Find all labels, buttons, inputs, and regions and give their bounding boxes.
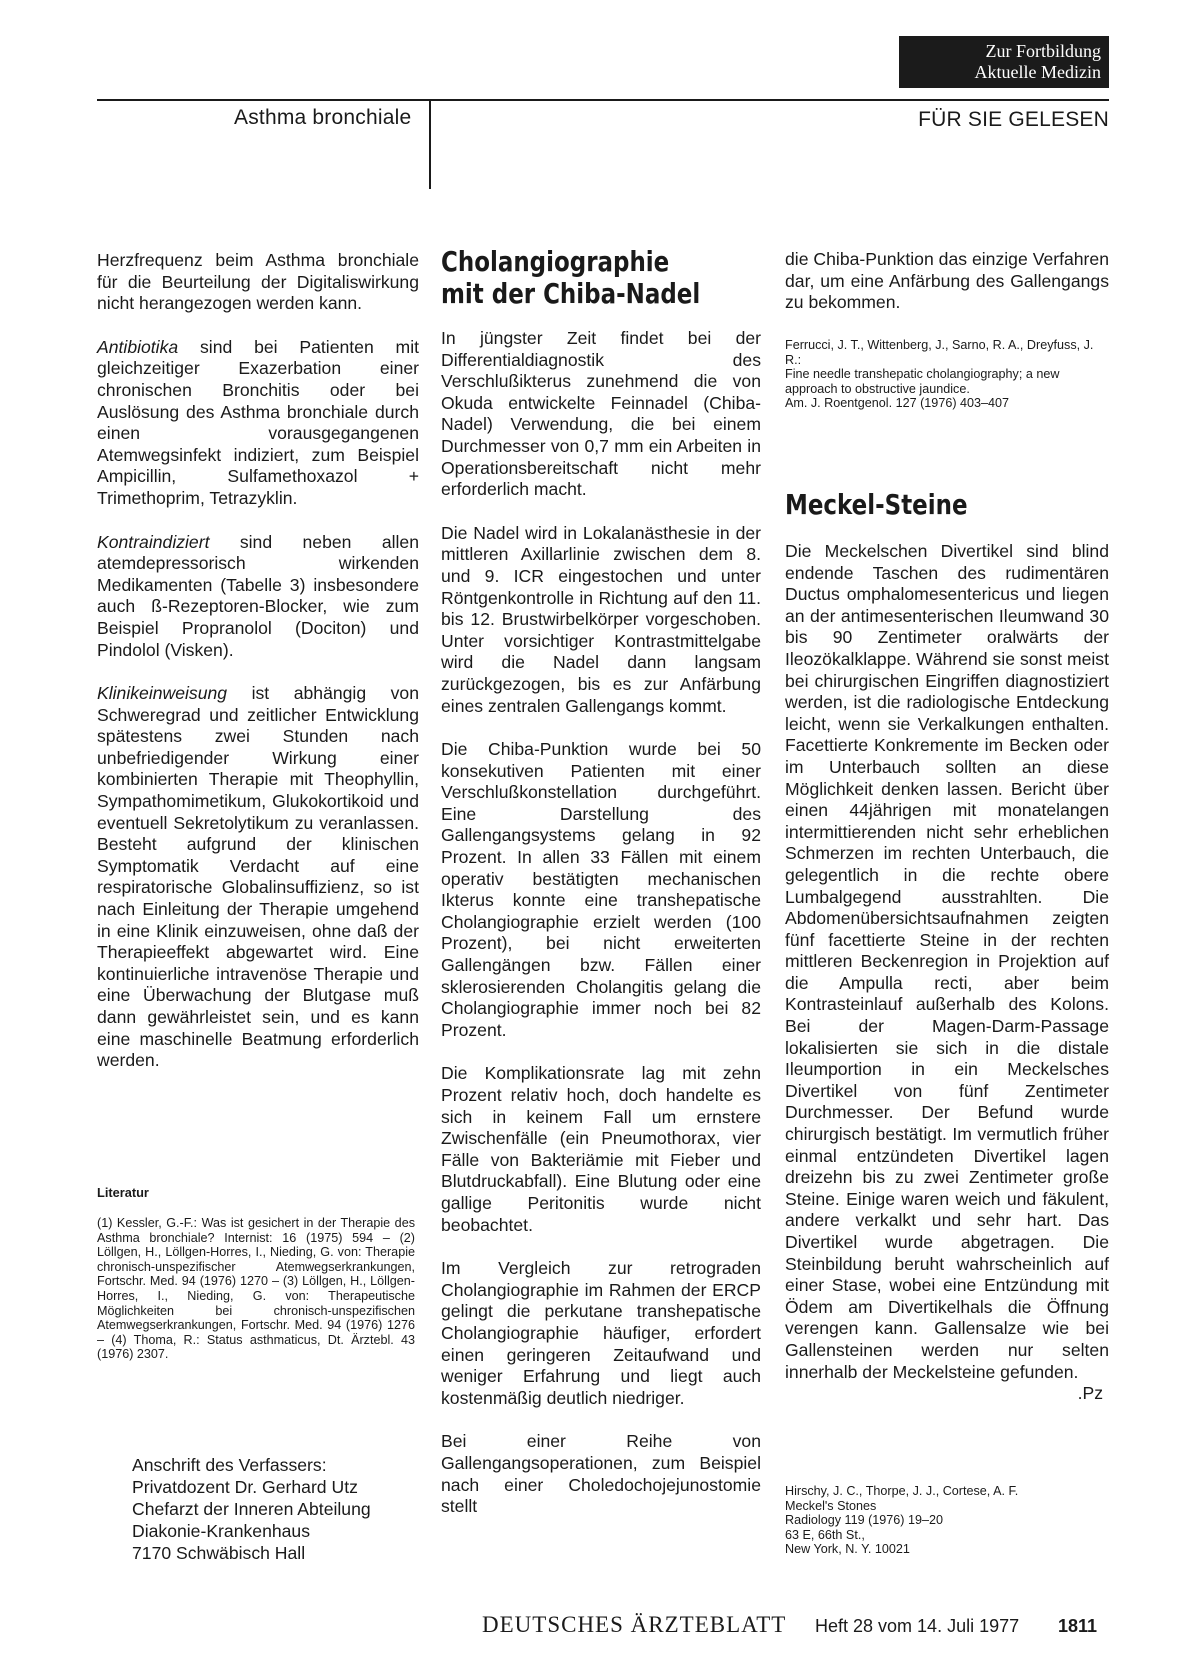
column-2: [441, 328, 761, 1518]
paragraph: Antibiotika sind bei Patienten mit gleichzeitiger Exazerbation einer chronischen Bronchitis oder bei Auslösung des Asthma bronchiale durch einen vorausgegangenen Atemwegsinfekt indiziert, zum Beispiel Ampicillin, Sulfamethoxazol + Trimethoprim, Tetrazyklin.: [97, 336, 419, 508]
article-title-meckel: Meckel-Steine: [785, 488, 968, 521]
journal-name: DEUTSCHES ÄRZTEBLATT: [482, 1612, 787, 1637]
section-badge: [899, 36, 1109, 88]
reference-hirschy: Hirschy, J. C., Thorpe, J. J., Cortese, A. F. Meckel's Stones Radiology 119 (1976) 19–20 63 E, 66th St., New York, N. Y. 10021: [785, 1484, 1019, 1557]
paragraph: Die Meckelschen Divertikel sind blind endende Taschen des rudimentären Ductus omphalomesentericus und liegen an der antimesenterischen Ileumwand 30 bis 90 Zentimeter oralwärts der Ileozökalklappe. Während sie sonst meist bei chirurgischen Eingriffen diagnostiziert werden, ist die radiologische Entdeckung leicht, wenn sie Verkalkungen enthalten. Facettierte Konkremente im Becken oder im Unterbauch sollten an diese Möglichkeit denken lassen. Bericht über einen 44jährigen mit monatelangen intermittierenden nicht sehr erheblichen Schmerzen im rechten Unterbauch, die gelegentlich in die rechte obere Lumbalgegend ausstrahlten. Die Abdomenübersichtsaufnahmen zeigten fünf facettierte Steine in der rechten mittleren Beckenregion in Projektion auf die Ampulla recti, aber beim Kontrasteinlauf außerhalb des Kolons. Bei der Magen-Darm-Passage lokalisierten sie sich in die distale Ileumportion in ein Meckelsches Divertikel von fünf Zentimeter Durchmesser. Der Befund wurde chirurgisch bestätigt. Im vermutlich früher einmal entzündeten Divertikel lagen dreizehn bis zu zwei Zentimeter große Steine. Einige waren weich und fäkulent, andere verkalkt und sehr hart. Das Divertikel wurde abgetragen. Die Steinbildung beruht wahrscheinlich auf einer Stase, wobei eine Entzündung mit Ödem am Divertikelhals die Öffnung verengen kann. Gallensalze wie bei Gallensteinen werden nur selten innerhalb der Meckelsteine gefunden. .Pz: [785, 541, 1109, 1404]
literature-heading: Literatur: [97, 1185, 149, 1200]
paragraph: Herzfrequenz beim Asthma bronchiale für die Beurteilung der Digitaliswirkung nicht herangezogen werden kann.: [97, 250, 419, 314]
header-rule: [97, 99, 1109, 101]
column-1: [97, 250, 419, 1072]
paragraph: Die Komplikationsrate lag mit zehn Prozent relativ hoch, doch handelte es sich in keinem Fall um ernstere Zwischenfälle (ein Pneumothorax, vier Fälle von Bakteriämie mit Fieber und Blutdruckabfall). Eine Blutung oder eine gallige Peritonitis wurde nicht beobachtet.: [441, 1063, 761, 1235]
article-title-cholangiographie: Cholangiographie mit der Chiba-Nadel: [441, 245, 701, 310]
column-3: [785, 541, 1109, 1405]
paragraph: Klinikeinweisung ist abhängig von Schweregrad und zeitlicher Entwicklung spätestens zwei Stunden nach unbefriedigender Wirkung einer kombinierten Therapie mit Theophyllin, Sympathomimetikum, Glukokortikoid und eventuell Sekretolytikum zu veranlassen. Besteht aufgrund der klinischen Symptomatik Verdacht auf eine respiratorische Globalinsuffizienz, so ist nach Einleitung der Therapie umgehend in eine Klinik einzuweisen, ohne daß der Therapieeffekt abgewartet wird. Eine kontinuierliche intravenöse Therapie und eine Überwachung der Blutgase muß dann gewährleistet sein, und es kann eine maschinelle Beatmung erforderlich werden.: [97, 683, 419, 1071]
author-address: Anschrift des Verfassers: Privatdozent Dr. Gerhard Utz Chefarzt der Inneren Abteilung Diakonie-Krankenhaus 7170 Schwäbisch Hall: [132, 1455, 371, 1563]
paragraph: Im Vergleich zur retrograden Cholangiographie im Rahmen der ERCP gelingt die perkutane transhepatische Cholangiographie häufiger, erfordert einen geringeren Zeitaufwand und weniger Erfahrung und liegt auch kostenmäßig deutlich niedriger.: [441, 1258, 761, 1408]
running-head-right: FÜR SIE GELESEN: [918, 108, 1109, 131]
paragraph: Die Chiba-Punktion wurde bei 50 konsekutiven Patienten mit einer Verschlußkonstellation durchgeführt. Eine Darstellung des Gallengangsystems gelang in 92 Prozent. In allen 33 Fällen mit einem operativ bestätigten mechanischen Ikterus konnte eine transhepatische Cholangiographie erzielt werden (100 Prozent), bei nicht erweiterten Gallengängen bzw. Fällen einer sklerosierenden Cholangitis gelang die Cholangiographie immer noch bei 82 Prozent.: [441, 739, 761, 1040]
reference-ferrucci: Ferrucci, J. T., Wittenberg, J., Sarno, R. A., Dreyfuss, J. R.: Fine needle transhepatic cholangiography; a new approach to obstructive jaundice. Am. J. Roentgenol. 127 (1976) 403–407: [785, 338, 1094, 411]
author-sign: .Pz: [1077, 1383, 1103, 1404]
badge-line-1: Zur Fortbildung: [985, 41, 1101, 61]
running-head-left: Asthma bronchiale: [234, 106, 412, 129]
issue-info: Heft 28 vom 14. Juli 1977: [815, 1616, 1020, 1636]
column-3-continuation: die Chiba-Punktion das einzige Verfahren dar, um eine Anfärbung des Gallengangs zu bekommen.: [785, 249, 1109, 313]
badge-line-2: Aktuelle Medizin: [974, 62, 1101, 82]
paragraph: Kontraindiziert sind neben allen atemdepressorisch wirkenden Medikamenten (Tabelle 3) insbesondere auch ß-Rezeptoren-Blocker, wie zum Beispiel Propranolol (Dociton) und Pindolol (Visken).: [97, 531, 419, 660]
column-divider: [429, 99, 431, 189]
paragraph: In jüngster Zeit findet bei der Differentialdiagnostik des Verschlußikterus zunehmend die von Okuda entwickelte Feinnadel (Chiba-Nadel) Verwendung, die bei einem Durchmesser von 0,7 mm ein Arbeiten in Operationsbereitschaft nicht mehr erforderlich macht.: [441, 328, 761, 500]
paragraph: Bei einer Reihe von Gallengangsoperationen, zum Beispiel nach einer Choledochojejunostomie stellt: [441, 1431, 761, 1517]
page-number: 1811: [1058, 1616, 1098, 1636]
paragraph: Die Nadel wird in Lokalanästhesie in der mittleren Axillarlinie zwischen dem 8. und 9. ICR eingestochen und unter Röntgenkontrolle in Richtung auf den 11. bis 12. Brustwirbelkörper vorgeschoben. Unter vorsichtiger Kontrastmittelgabe wird die Nadel dann langsam zurückgezogen, bis es zur Anfärbung eines zentralen Gallengangs kommt.: [441, 522, 761, 716]
literature-list: (1) Kessler, G.-F.: Was ist gesichert in der Therapie des Asthma bronchiale? Internist: 16 (1975) 594 – (2) Löllgen, H., Löllgen-Horres, I., Nieding, G. von: Therapie chronisch-unspezifischer Atemwegserkrankungen, Fortschr. Med. 94 (1976) 1270 – (3) Löllgen, H., Löllgen-Horres, I., Nieding, G. von: Therapeutische Möglichkeiten bei chronisch-unspezifischen Atemwegserkrankungen, Fortschr. Med. 94 (1976) 1276 – (4) Thoma, R.: Status asthmaticus, Dt. Ärztebl. 43 (1976) 2307.: [97, 1216, 415, 1362]
